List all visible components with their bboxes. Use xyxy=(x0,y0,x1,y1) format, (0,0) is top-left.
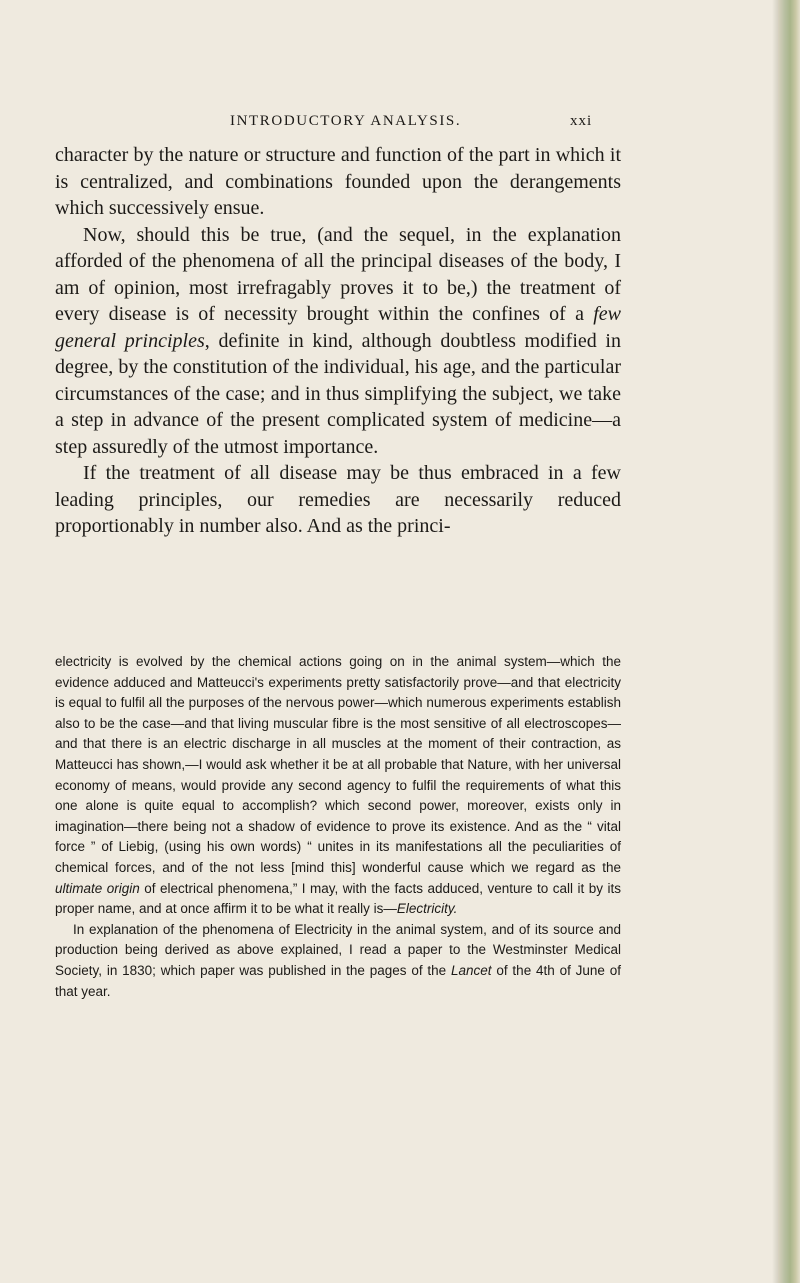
footnote-1-text-b: of electrical phenomena,” I may, with the facts adduced, venture to call it by its proper name, and at once affirm it to be what it really is— xyxy=(55,880,621,917)
book-binding-edge xyxy=(778,0,800,1283)
footnote-1-text-a: electricity is evolved by the chemical actions going on in the animal system—which the evidence adduced and Matteucci's experiments pretty satisfactorily prove—and that electricity is equal to fulfil all the purposes of the nervous power—which numerous experiments establish also to be the case—and that living muscular fibre is the most sensitive of all electroscopes—and that there is an electric discharge in all muscles at the moment of their contraction, as Matteucci has shown,—I would ask whether it be at all probable that Nature, with her universal economy of means, would provide any second agency to fulfil the requirements of what this one alone is quite equal to accomplish? which second power, moreover, exists only in imagination—there being not a shadow of evidence to prove its existence. And as the “ vital force ” of Liebig, (using his own words) “ unites in its manifestations all the peculiarities of chemical forces, and of the not less [mind this] wonderful cause which we regard as the xyxy=(55,654,621,875)
footnote-paragraph-1 xyxy=(55,652,621,920)
footnote-paragraph-2 xyxy=(55,920,621,1002)
paragraph-2-text-a: Now, should this be true, (and the sequel, in the explanation afforded of the phenomena of all the principal diseases of the body, I am of opinion, most irrefragably proves it to be,) the treatment of every disease is of necessity brought within the confines of a xyxy=(55,223,621,325)
footnote-1-emphasis-2: Electricity. xyxy=(396,901,458,917)
footnote-2-emphasis: Lancet xyxy=(451,962,492,978)
main-text xyxy=(55,142,621,540)
footnote xyxy=(55,652,621,1002)
paragraph-3 xyxy=(55,460,621,540)
paragraph-1-text: character by the nature or structure and function of the part in which it is centralized, and combinations founded upon the derangements which successively ensue. xyxy=(55,144,621,219)
paragraph-2-emphasis: few general principles xyxy=(55,303,621,352)
footnote-1-emphasis-1: ultimate origin xyxy=(55,880,140,896)
page-header xyxy=(0,113,780,143)
paragraph-2-text-b: , definite in kind, although doubtless modified in degree, by the constitution of the individual, his age, and the particular circumstances of the case; and in thus simplifying the subject, we take a step in advance of the present complicated system of medicine—a step assuredly of the utmost importance. xyxy=(55,329,621,458)
footnote-2-text-a: In explanation of the phenomena of Electricity in the animal system, and of its source and production being derived as above explained, I read a paper to the Westminster Medical Society, in 1830; which paper was published in the pages of the xyxy=(55,921,621,978)
running-title: INTRODUCTORY ANALYSIS. xyxy=(230,113,462,129)
paragraph-3-text: If the treatment of all disease may be thus embraced in a few leading principles, our remedies are necessarily reduced proportionably in number also. And as the princi- xyxy=(55,462,621,537)
paragraph-1 xyxy=(55,142,621,222)
page-number: xxi xyxy=(570,113,593,129)
footnote-2-text-b: of the 4th of June of that year. xyxy=(55,962,622,999)
paragraph-2 xyxy=(55,222,621,461)
